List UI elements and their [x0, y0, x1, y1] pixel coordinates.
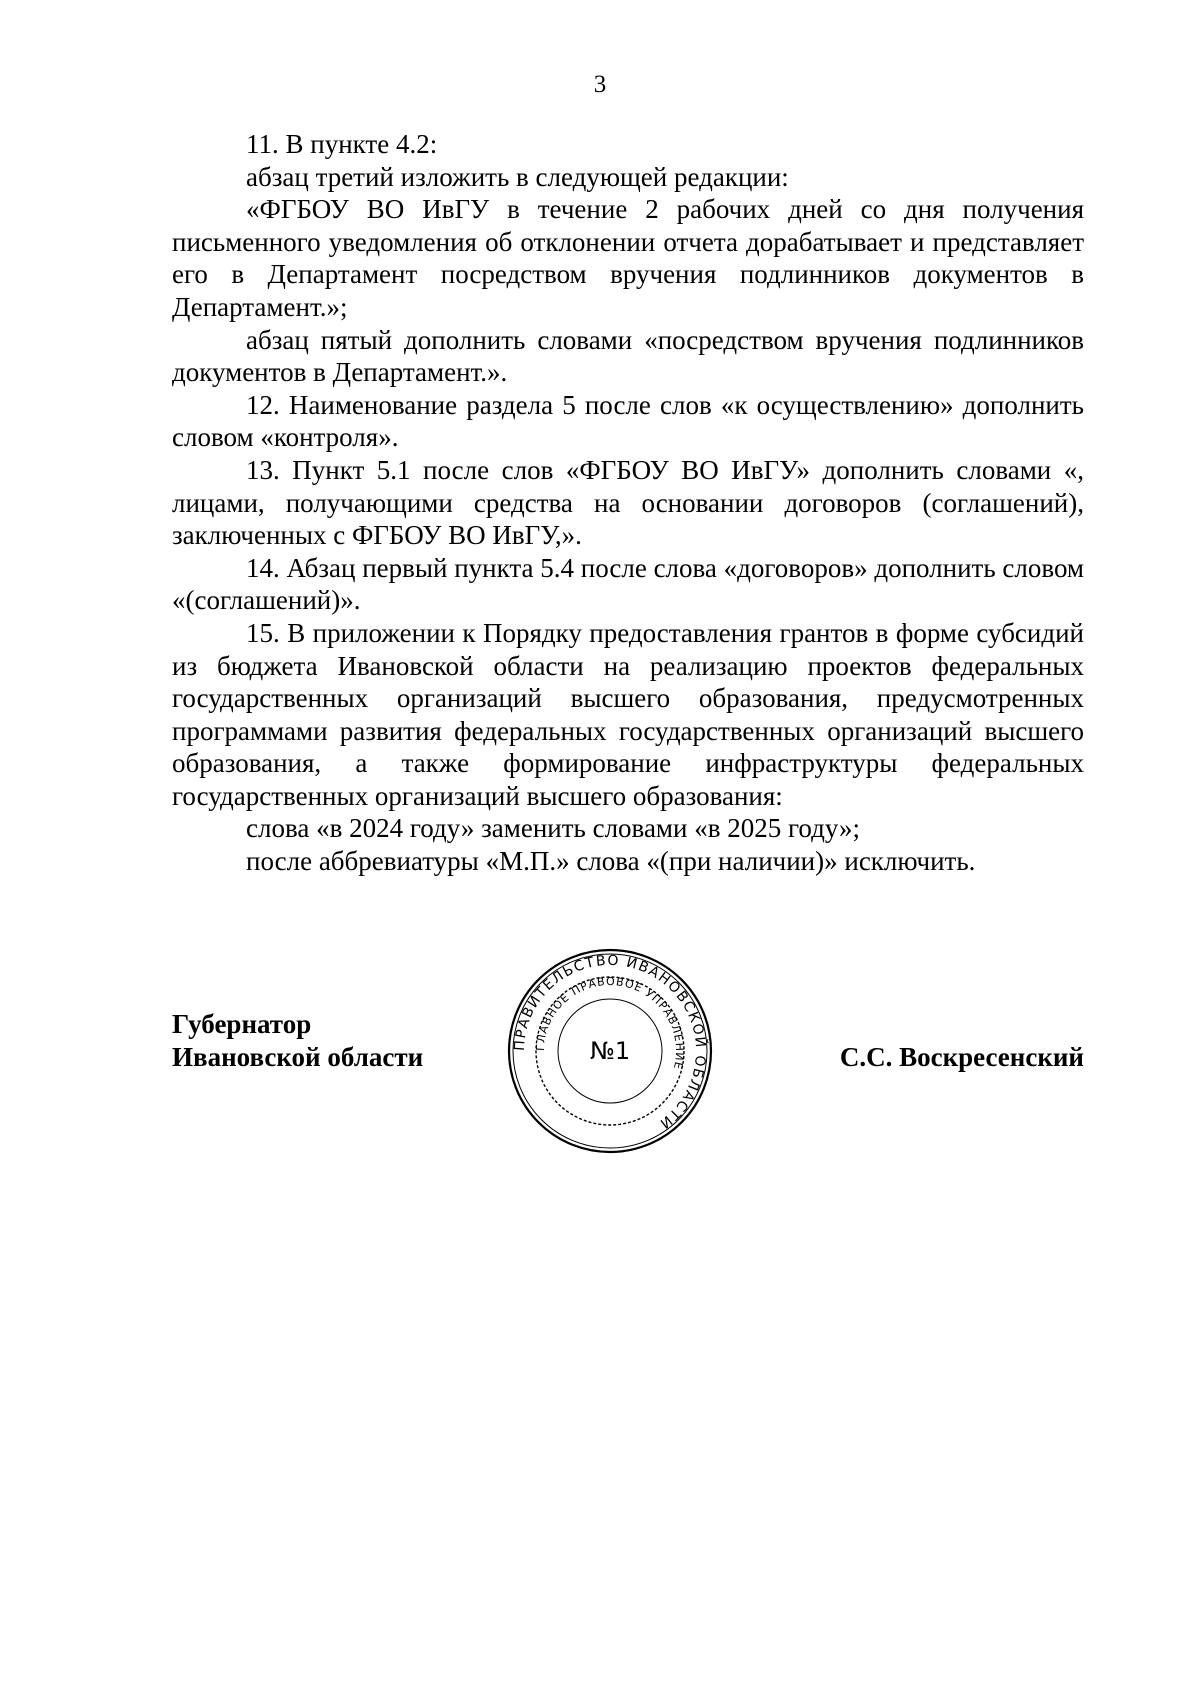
signatory-title-line: Губернатор — [172, 1009, 312, 1039]
signatory-title — [172, 1008, 423, 1074]
paragraph: абзац третий изложить в следующей редакции: — [246, 161, 789, 192]
paragraph: «ФГБОУ ВО ИвГУ в течение 2 рабочих дней со дня получения письменного уведомления об отклонении отчета дорабатывает и представляет его в Департамент посредством вручения подлинников документов в Департамент.»; — [172, 194, 1084, 322]
stamp-center-text: №1 — [589, 1037, 631, 1065]
paragraph: 14. Абзац первый пункта 5.4 после слова «договоров» дополнить словом «(соглашений)». — [172, 552, 1085, 616]
stamp-inner-text: ГЛАВНОЕ ПРАВОВОЕ УПРАВЛЕНИЕ — [533, 974, 687, 1072]
signatory-title-line: Ивановской области — [172, 1042, 424, 1072]
stamp-outer-text: ПРАВИТЕЛЬСТВО ИВАНОВСКОЙ ОБЛАСТИ — [511, 952, 709, 1133]
paragraph: 11. В пункте 4.2: — [246, 129, 438, 159]
signatory-name: С.С. Воскресенский — [839, 1042, 1084, 1072]
paragraph: абзац пятый дополнить словами «посредством вручения подлинников документов в Департамент.». — [172, 324, 1084, 388]
document-body — [172, 128, 1084, 878]
paragraph: 15. В приложении к Порядку предоставления грантов в форме субсидий из бюджета Ивановской области на реализацию проектов федеральных государственных организаций высшего образования, предусмотренных программами развития федеральных государственных организаций высшего образования, а также формирование инфраструктуры федеральных государственных организаций высшего образования: — [172, 617, 1084, 811]
paragraph: 13. Пункт 5.1 после слов «ФГБОУ ВО ИвГУ» дополнить словами «, лицами, получающими средства на основании договоров (соглашений), заключенных с ФГБОУ ВО ИвГУ,». — [172, 454, 1084, 551]
paragraph: слова «в 2024 году» заменить словами «в 2025 году»; — [246, 813, 860, 844]
paragraph: 12. Наименование раздела 5 после слов «к осуществлению» дополнить словом «контроля». — [172, 389, 1084, 453]
official-stamp — [505, 946, 715, 1156]
paragraph: после аббревиатуры «М.П.» слова «(при наличии)» исключить. — [246, 846, 976, 877]
page-number: 3 — [593, 71, 607, 98]
